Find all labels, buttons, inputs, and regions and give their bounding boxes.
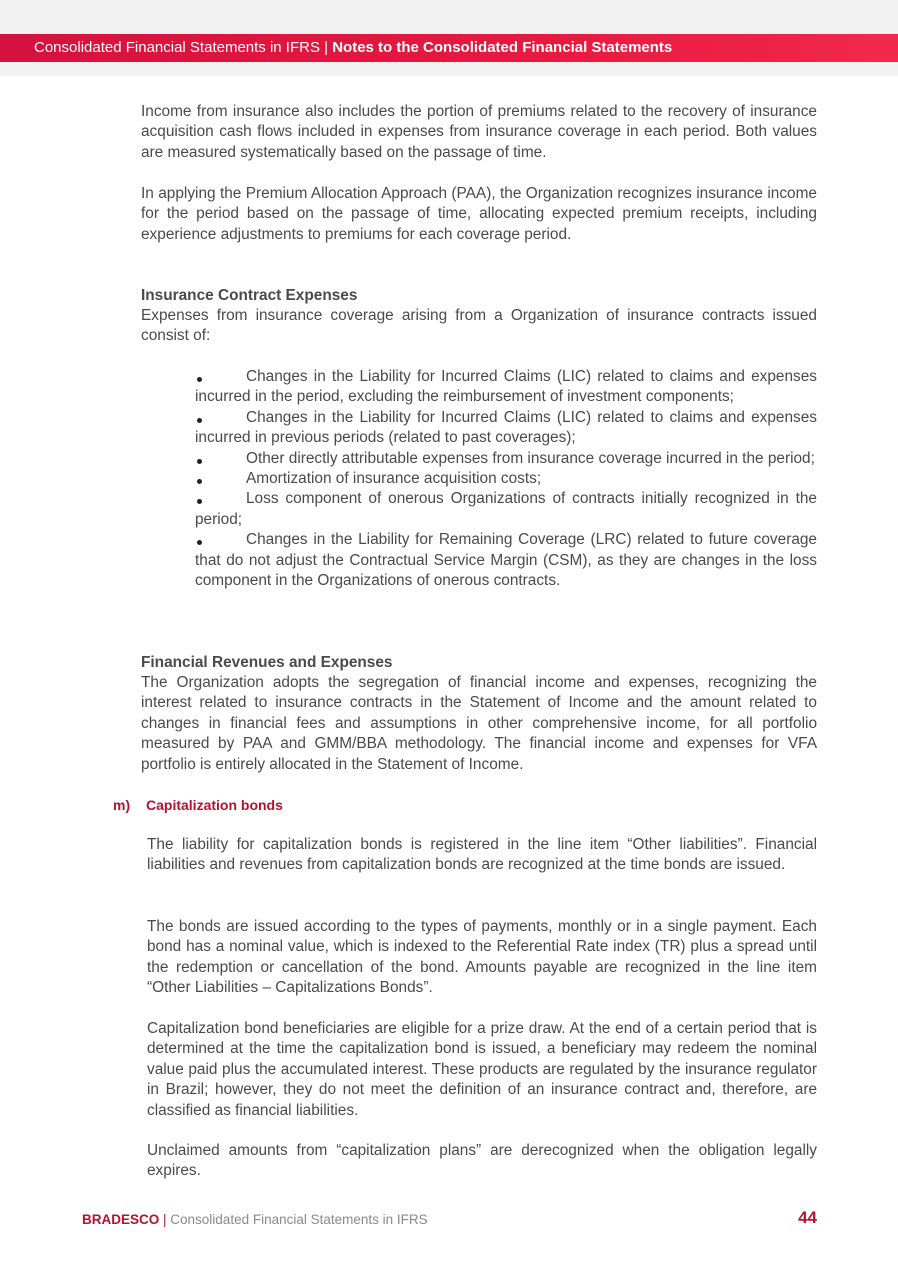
paragraph-financial-revenues: The Organization adopts the segregation of financial income and expenses, recognizing the interest related to insurance contracts in the Statement of Income and the amount related to changes in financial fees and assumptions in other comprehensive income, for all portfolio measured by PAA and GMM/BBA methodology. The financial income and expenses for VFA portfolio is entirely allocated in the Statement of Income.: [141, 674, 817, 773]
paragraph-capitalization-liability: The liability for capitalization bonds is registered in the line item “Other liabilities”. Financial liabilities and revenues from capitalization bonds are recognized at the time bonds are issued.: [147, 836, 817, 874]
footer-text: Consolidated Financial Statements in IFRS: [170, 1212, 428, 1227]
bullet-item: [195, 449, 817, 469]
section-heading-capitalization: [113, 796, 283, 814]
paragraph-prize-draw: Capitalization bond beneficiaries are eligible for a prize draw. At the end of a certain period that is determined at the time the capitalization bond is issued, a beneficiary may redeem the nominal value paid plus the accumulated interest. These products are regulated by the insurance regulator in Brazil; however, they do not meet the definition of an insurance contract and, therefore, are classified as financial liabilities.: [147, 1020, 817, 1119]
bullet-text: Changes in the Liability for Incurred Claims (LIC) related to claims and expenses incurred in previous periods (related to past coverages);: [195, 408, 817, 447]
footer-separator: |: [159, 1212, 171, 1227]
paragraph-expenses-intro: Expenses from insurance coverage arising from a Organization of insurance contracts issued consist of:: [141, 307, 817, 345]
header-left-text: Consolidated Financial Statements in IFRS: [34, 39, 320, 56]
bullet-item: [195, 489, 817, 530]
bullet-text: Amortization of insurance acquisition costs;: [246, 470, 542, 488]
bullet-item: [195, 530, 817, 591]
bullet-text: Loss component of onerous Organizations of contracts initially recognized in the period;: [195, 490, 817, 528]
header-bar: [0, 34, 898, 62]
paragraph-insurance-income: Income from insurance also includes the portion of premiums related to the recovery of insurance acquisition cash flows included in expenses from insurance coverage in each period. Both values are measured systematically based on the passage of time.: [141, 103, 817, 161]
heading-financial-revenues: Financial Revenues and Expenses: [141, 654, 393, 671]
page-number: 44: [798, 1208, 817, 1227]
bullet-item: [195, 367, 817, 408]
bullet-text: Changes in the Liability for Incurred Claims (LIC) related to claims and expenses incurred in the period, excluding the reimbursement of investment components;: [195, 368, 817, 406]
paragraph-bonds-issued: The bonds are issued according to the types of payments, monthly or in a single payment. Each bond has a nominal value, which is indexed to the Referential Rate index (TR) plus a spread until the redemption or cancellation of the bond. Amounts payable are recognized in the line item “Other Liabilities – Capitalizations Bonds”.: [147, 918, 817, 997]
section-title: Capitalization bonds: [146, 797, 283, 813]
section-number: m): [113, 797, 131, 813]
bullet-text: Changes in the Liability for Remaining Coverage (LRC) related to future coverage that do not adjust the Contractual Service Margin (CSM), as they are changes in the loss component in the Organizations of onerous contracts.: [195, 531, 817, 590]
header-right-text: Notes to the Consolidated Financial Statements: [332, 39, 673, 56]
footer-brand: BRADESCO: [82, 1212, 160, 1227]
footer: [82, 1210, 817, 1230]
bullet-item: [195, 469, 817, 489]
paragraph-unclaimed-amounts: Unclaimed amounts from “capitalization plans” are derecognized when the obligation legally expires.: [147, 1142, 817, 1180]
header-separator: |: [319, 39, 333, 56]
heading-insurance-contract-expenses: Insurance Contract Expenses: [141, 287, 358, 304]
bullet-item: [195, 408, 817, 449]
paragraph-paa: In applying the Premium Allocation Approach (PAA), the Organization recognizes insurance income for the period based on the passage of time, allocating expected premium receipts, including experience adjustments to premiums for each coverage period.: [141, 185, 817, 243]
expenses-bullet-list: [195, 367, 817, 591]
bullet-text: Other directly attributable expenses from insurance coverage incurred in the period;: [246, 449, 815, 467]
